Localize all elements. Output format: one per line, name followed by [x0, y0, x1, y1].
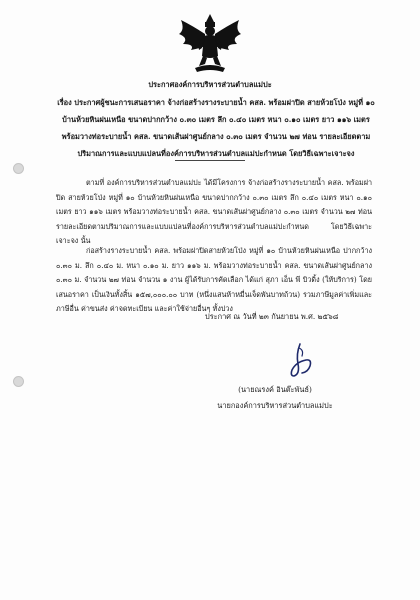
punch-hole-top: [13, 163, 24, 174]
announce-date: ประกาศ ณ วันที่ ๒๓ กันยายน พ.ศ. ๒๕๖๘: [205, 312, 339, 321]
punch-hole-bottom: [13, 376, 24, 387]
garuda-emblem-icon: [175, 12, 245, 74]
signer-position: นายกองค์การบริหารส่วนตำบลแม่ปะ: [217, 401, 333, 410]
document-subject: เรื่อง ประกาศผู้ชนะการเสนอราคา จ้างก่อสร้างรางระบายน้ำ คสล. พร้อมฝาปิด สายห้วยโป่ง หมู่ที่ ๑๐ บ้านห้วยหินฝนเหนือ ขนาดปากกว้าง ๐.๓๐ เมตร ลึก ๐.๔๐ เมตร หนา ๐.๑๐ เมตร ยาว ๑๑๖ เมตร พร้อมวางท่อระบายน้ำ คสล. ขนาดเส้นผ่าศูนย์กลาง ๐.๓๐ เมตร จำนวน ๒๗ ท่อน รายละเอียดตามปริมาณการและแบบแปลนที่องค์การบริหารส่วนตำบลแม่ปะกำหนด โดยวิธีเฉพาะเจาะจง: [57, 98, 375, 158]
section-divider: [175, 160, 245, 161]
signer-name: (นายณรงค์ อินต๊ะพันธ์): [238, 385, 312, 394]
body-paragraph-1: ตามที่ องค์การบริหารส่วนตำบลแม่ปะ ได้มีโครงการ จ้างก่อสร้างรางระบายน้ำ คสล. พร้อมฝาปิด สายห้วยโป่ง หมู่ที่ ๑๐ บ้านห้วยหินฝนเหนือ ขนาดปากกว้าง ๐.๓๐ เมตร ลึก ๐.๔๐ เมตร หนา ๐.๑๐ เมตร ยาว ๑๑๖ เมตร พร้อมวางท่อระบายน้ำ คสล. ขนาดเส้นผ่าศูนย์กลาง ๐.๓๐ เมตร จำนวน ๒๗ ท่อน รายละเอียดตามปริมาณการและแบบแปลนที่องค์การบริหารส่วนตำบลแม่ปะกำหนด โดยวิธีเฉพาะเจาะจง นั้น: [56, 178, 372, 246]
body-paragraph-2: ก่อสร้างรางระบายน้ำ คสล. พร้อมฝาปิดสายห้วยโป่ง หมู่ที่ ๑๐ บ้านห้วยหินฝนเหนือ ปากกว้าง ๐.๓๐ ม. ลึก ๐.๔๐ ม. หนา ๐.๑๐ ม. ยาว ๑๑๖ ม. พร้อมวางท่อระบายน้ำ คสล. ขนาดเส้นผ่าศูนย์กลาง ๐.๓๐ ม. จำนวน ๒๗ ท่อน จำนวน ๑ งาน ผู้ได้รับการคัดเลือก ได้แก่ สุภา เอ็น พี บิวดิ้ง (ให้บริการ) โดยเสนอราคา เป็นเงินทั้งสิ้น ๑๕๗,๐๐๐.๐๐ บาท (หนึ่งแสนห้าหมื่นเจ็ดพันบาทถ้วน) รวมภาษีมูลค่าเพิ่มและภาษีอื่น ค่าขนส่ง ค่าจดทะเบียน และค่าใช้จ่ายอื่นๆ ทั้งปวง: [56, 246, 372, 314]
org-title: ประกาศองค์การบริหารส่วนตำบลแม่ปะ: [148, 80, 272, 89]
handwritten-signature: [280, 340, 320, 380]
